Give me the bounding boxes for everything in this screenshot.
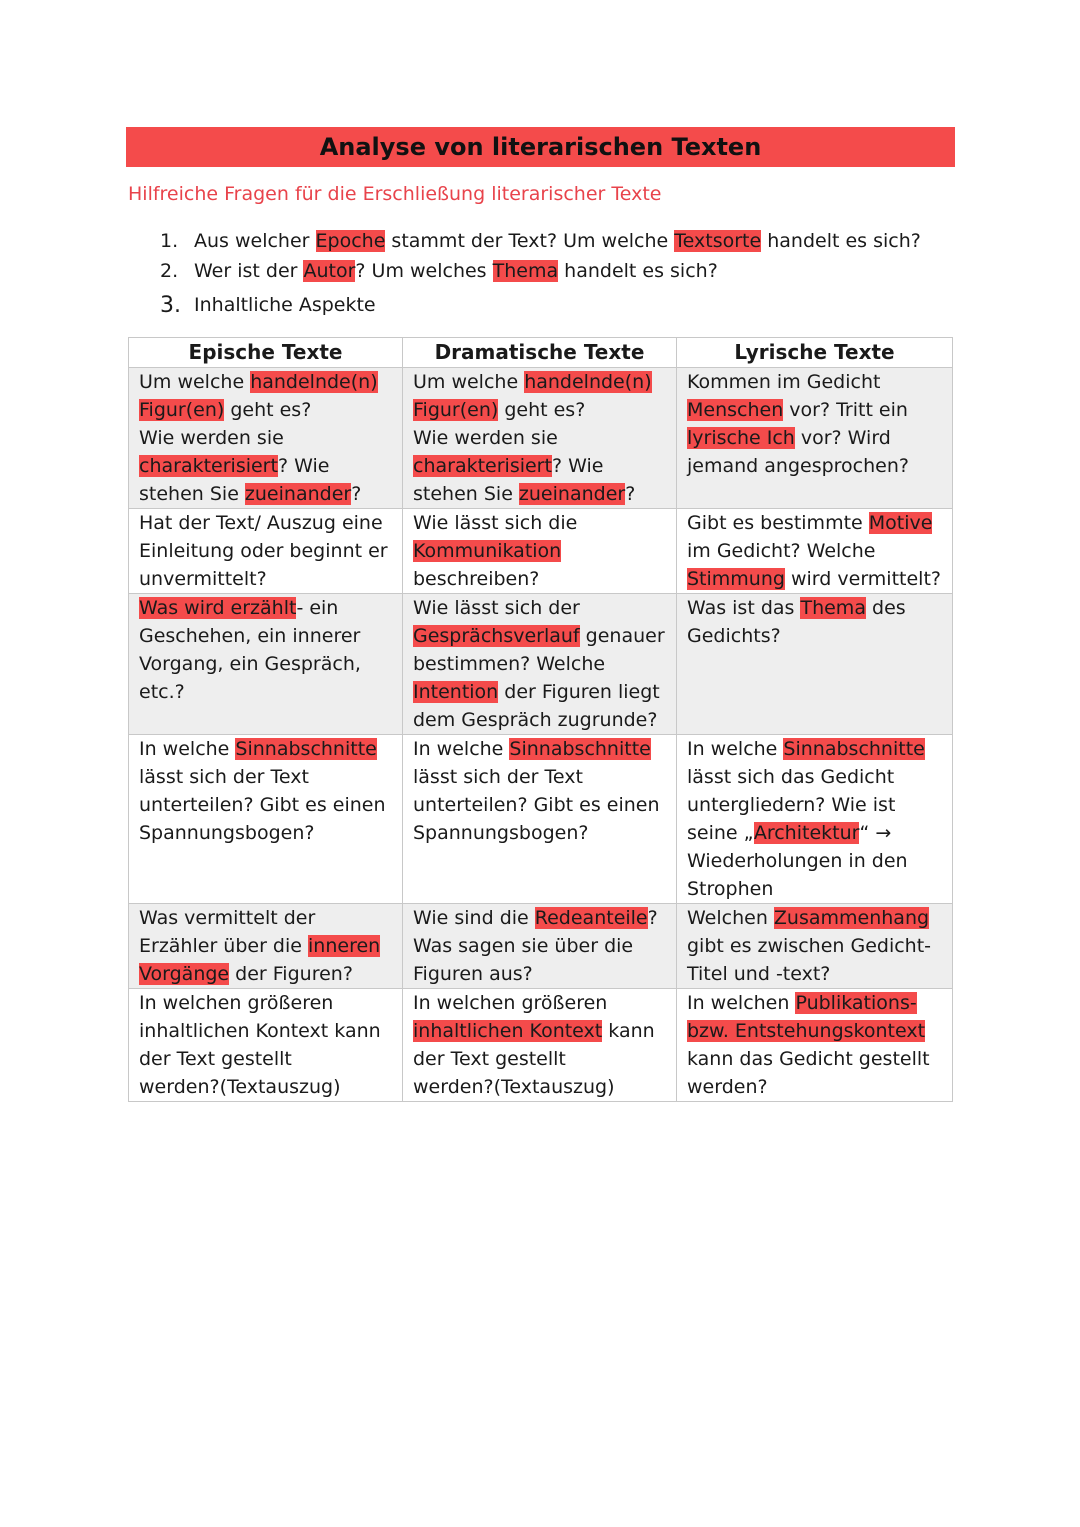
text-fragment: der Text gestellt (413, 1048, 566, 1070)
question-item (160, 256, 921, 286)
text-fragment: Wie lässt sich der (413, 597, 580, 619)
text-fragment: Spannungsbogen? (139, 822, 315, 844)
text-fragment: Wie lässt sich die (413, 512, 578, 534)
text-fragment: In welchen (687, 992, 796, 1014)
text-fragment: Spannungsbogen? (413, 822, 589, 844)
text-fragment: lässt sich der Text (139, 766, 309, 788)
question-text (194, 260, 718, 282)
cell-epic (129, 368, 403, 509)
highlighted-term: Stimmung (687, 568, 785, 590)
header-drama: Dramatische Texte (403, 338, 677, 368)
text-fragment: Gibt es bestimmte (687, 512, 869, 534)
question-item (160, 226, 921, 256)
highlighted-term: Textsorte (674, 230, 762, 252)
text-fragment: des (865, 597, 906, 619)
text-fragment: wird vermittelt? (784, 568, 941, 590)
highlighted-term: lyrische Ich (687, 427, 795, 449)
text-fragment: vor? Tritt ein (783, 399, 908, 421)
text-fragment: Wie werden sie (413, 427, 558, 449)
text-fragment: gibt es zwischen Gedicht- (687, 935, 932, 957)
highlighted-term: Intention (413, 681, 499, 703)
header-lyric: Lyrische Texte (677, 338, 953, 368)
text-fragment: handelt es sich? (761, 230, 921, 252)
highlighted-term: charakterisiert (413, 455, 552, 477)
text-fragment: dem Gespräch zugrunde? (413, 709, 658, 731)
text-fragment: werden?(Textauszug) (139, 1076, 341, 1098)
text-fragment: bestimmen? Welche (413, 653, 606, 675)
text-fragment: Hat der Text/ Auszug eine (139, 512, 383, 534)
text-fragment: untergliedern? Wie ist (687, 794, 896, 816)
question-text (194, 230, 921, 252)
highlighted-term: Was wird erzählt (139, 597, 297, 619)
text-fragment: im Gedicht? Welche (687, 540, 876, 562)
text-fragment: kann das Gedicht gestellt (687, 1048, 930, 1070)
text-fragment: Was vermittelt der (139, 907, 316, 929)
text-fragment: unvermittelt? (139, 568, 267, 590)
highlighted-term: Sinnabschnitte (783, 738, 925, 760)
table-row (129, 735, 953, 904)
highlighted-term: Autor (303, 260, 356, 282)
text-fragment: Figuren aus? (413, 963, 533, 985)
text-fragment: der Figuren liegt (498, 681, 660, 703)
text-fragment: Wer ist der (194, 260, 304, 282)
text-fragment: - ein (296, 597, 339, 619)
table-row (129, 594, 953, 735)
table-row (129, 509, 953, 594)
cell-epic (129, 594, 403, 735)
text-fragment: ? (351, 483, 362, 505)
table-row (129, 904, 953, 989)
text-fragment: lässt sich das Gedicht (687, 766, 895, 788)
text-fragment: In welche (687, 738, 784, 760)
text-fragment: werden?(Textauszug) (413, 1076, 615, 1098)
text-fragment: Was ist das (687, 597, 801, 619)
highlighted-term: Publikations- (795, 992, 917, 1014)
text-fragment: Wie werden sie (139, 427, 284, 449)
text-fragment: der Text gestellt (139, 1048, 292, 1070)
cell-drama (403, 509, 677, 594)
text-fragment: Vorgang, ein Gespräch, (139, 653, 361, 675)
question-number: 2. (160, 260, 179, 282)
highlighted-term: Menschen (687, 399, 784, 421)
highlighted-term: Sinnabschnitte (235, 738, 377, 760)
text-fragment: ? (647, 907, 658, 929)
text-fragment: Aus welcher (194, 230, 316, 252)
text-fragment: lässt sich der Text (413, 766, 583, 788)
question-text (194, 294, 376, 316)
question-list (160, 226, 921, 324)
text-fragment: stehen Sie (413, 483, 519, 505)
highlighted-term: Motive (868, 512, 933, 534)
text-fragment: In welche (413, 738, 510, 760)
text-fragment: geht es? (224, 399, 312, 421)
cell-lyric (677, 904, 953, 989)
text-fragment: ? Um welches (355, 260, 493, 282)
cell-epic (129, 735, 403, 904)
text-fragment: vor? Wird (794, 427, 891, 449)
cell-drama (403, 594, 677, 735)
highlighted-term: Sinnabschnitte (509, 738, 651, 760)
text-fragment: Gedichts? (687, 625, 781, 647)
page-title: Analyse von literarischen Texten (126, 127, 955, 167)
text-fragment: Einleitung oder beginnt er (139, 540, 388, 562)
cell-drama (403, 989, 677, 1102)
highlighted-term: Kommunikation (413, 540, 562, 562)
text-fragment: Was sagen sie über die (413, 935, 634, 957)
cell-lyric (677, 735, 953, 904)
text-fragment: stammt der Text? Um welche (385, 230, 675, 252)
table-row (129, 368, 953, 509)
cell-lyric (677, 509, 953, 594)
highlighted-term: Zusammenhang (773, 907, 930, 929)
table-row (129, 989, 953, 1102)
text-fragment: Titel und -text? (687, 963, 831, 985)
text-fragment: der Figuren? (229, 963, 353, 985)
header-epic: Epische Texte (129, 338, 403, 368)
text-fragment: geht es? (498, 399, 586, 421)
highlighted-term: Thema (800, 597, 866, 619)
text-fragment: etc.? (139, 681, 185, 703)
question-item (160, 286, 921, 324)
cell-lyric (677, 989, 953, 1102)
text-fragment: jemand angesprochen? (687, 455, 909, 477)
text-fragment: In welche (139, 738, 236, 760)
highlighted-term: inhaltlichen Kontext (413, 1020, 603, 1042)
highlighted-term: Vorgänge (139, 963, 230, 985)
cell-drama (403, 368, 677, 509)
cell-epic (129, 904, 403, 989)
subtitle: Hilfreiche Fragen für die Erschließung literarischer Texte (128, 183, 662, 205)
text-fragment: Erzähler über die (139, 935, 309, 957)
text-fragment: In welchen größeren (413, 992, 608, 1014)
cell-epic (129, 989, 403, 1102)
highlighted-term: Epoche (315, 230, 386, 252)
text-fragment: inhaltlichen Kontext kann (139, 1020, 381, 1042)
text-fragment: Um welche (139, 371, 251, 393)
text-fragment: Kommen im Gedicht (687, 371, 881, 393)
highlighted-term: zueinander (518, 483, 626, 505)
text-fragment: Strophen (687, 878, 774, 900)
highlighted-term: inneren (308, 935, 381, 957)
text-fragment: “ → (859, 822, 892, 844)
cell-lyric (677, 368, 953, 509)
text-fragment: In welchen größeren (139, 992, 334, 1014)
highlighted-term: handelnde(n) (524, 371, 652, 393)
highlighted-term: Architektur (753, 822, 860, 844)
highlighted-term: zueinander (244, 483, 352, 505)
question-number: 3. (160, 292, 181, 318)
text-fragment: ? (625, 483, 636, 505)
highlighted-term: bzw. Entstehungskontext (687, 1020, 926, 1042)
question-number: 1. (160, 230, 179, 252)
table-header-row (129, 338, 953, 368)
text-fragment: unterteilen? Gibt es einen (139, 794, 386, 816)
text-fragment: ? Wie (277, 455, 330, 477)
text-fragment: Um welche (413, 371, 525, 393)
highlighted-term: Redeanteile (534, 907, 648, 929)
highlighted-term: handelnde(n) (250, 371, 378, 393)
text-fragment: Wiederholungen in den (687, 850, 908, 872)
text-fragment: beschreiben? (413, 568, 540, 590)
text-fragment: unterteilen? Gibt es einen (413, 794, 660, 816)
text-fragment: Welchen (687, 907, 774, 929)
text-fragment: genauer (579, 625, 665, 647)
text-fragment: kann (602, 1020, 655, 1042)
text-fragment: Geschehen, ein innerer (139, 625, 361, 647)
cell-drama (403, 735, 677, 904)
highlighted-term: charakterisiert (139, 455, 278, 477)
text-fragment: Wie sind die (413, 907, 535, 929)
text-fragment: werden? (687, 1076, 768, 1098)
highlighted-term: Figur(en) (413, 399, 499, 421)
text-fragment: stehen Sie (139, 483, 245, 505)
text-fragment: seine „ (687, 822, 754, 844)
cell-drama (403, 904, 677, 989)
highlighted-term: Gesprächsverlauf (413, 625, 580, 647)
text-fragment: Inhaltliche Aspekte (194, 294, 376, 316)
text-fragment: handelt es sich? (558, 260, 718, 282)
text-fragment: ? Wie (551, 455, 604, 477)
cell-lyric (677, 594, 953, 735)
analysis-table (128, 337, 953, 1102)
cell-epic (129, 509, 403, 594)
highlighted-term: Thema (492, 260, 559, 282)
highlighted-term: Figur(en) (139, 399, 225, 421)
